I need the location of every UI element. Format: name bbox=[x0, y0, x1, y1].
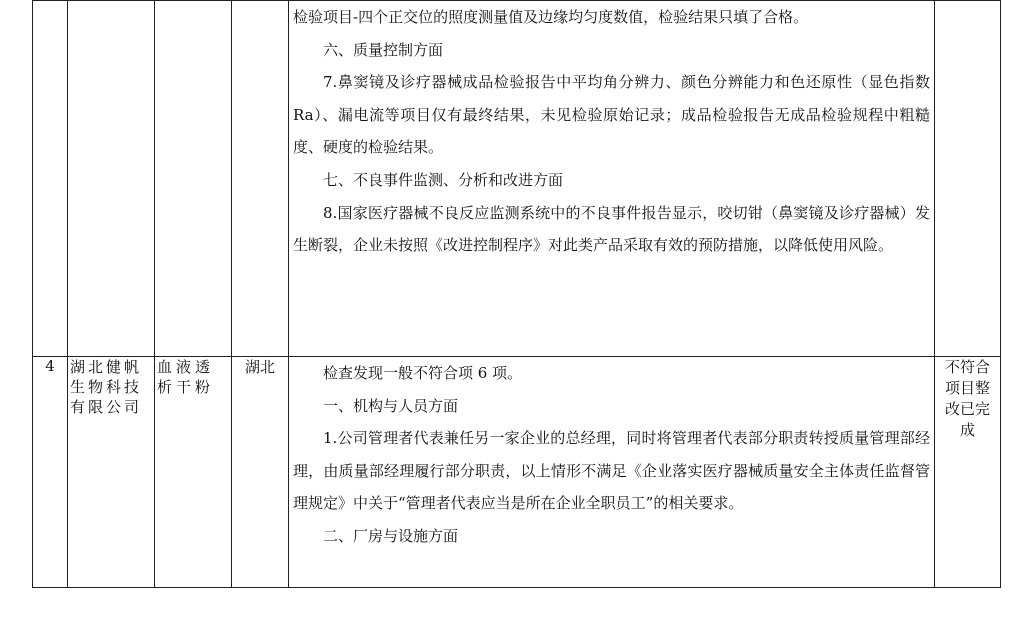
status-text: 不符合项目整改已完成 bbox=[944, 358, 990, 439]
status-cell bbox=[935, 357, 1001, 588]
row-number bbox=[33, 357, 68, 588]
description-paragraph: 六、质量控制方面 bbox=[323, 40, 444, 59]
company-cell bbox=[68, 1, 155, 357]
description-paragraph: 1.公司管理者代表兼任另一家企业的总经理，同时将管理者代表部分职责转授质量管理部经理，由质量部经理履行部分职责，以上情形不满足《企业落实医疗器械质量安全主体责任监督管理规定》中关于“管理者代表应当是所在企业全职员工”的相关要求。 bbox=[293, 429, 930, 513]
description-paragraph: 二、厂房与设施方面 bbox=[323, 526, 459, 545]
product-cell bbox=[155, 1, 232, 357]
description-paragraph: 检验项目-四个正交位的照度测量值及边缘均匀度数值，检验结果只填了合格。 bbox=[293, 8, 809, 26]
product-cell bbox=[155, 357, 232, 588]
description-text bbox=[289, 357, 934, 553]
description-text bbox=[289, 1, 934, 262]
province-cell bbox=[232, 1, 289, 357]
company-name: 湖北健帆生物科技有限公司 bbox=[70, 358, 143, 416]
description-paragraph: 一、机构与人员方面 bbox=[323, 396, 459, 415]
description-paragraph: 8.国家医疗器械不良反应监测系统中的不良事件报告显示，咬切钳（鼻窦镜及诊疗器械）发生断裂，企业未按照《改进控制程序》对此类产品采取有效的预防措施，以降低使用风险。 bbox=[293, 203, 930, 255]
row-number bbox=[33, 1, 68, 357]
description-cell bbox=[289, 357, 935, 588]
row-number-text: 4 bbox=[45, 357, 55, 375]
province-name: 湖北 bbox=[244, 358, 275, 376]
company-cell bbox=[68, 357, 155, 588]
inspection-table bbox=[32, 0, 1001, 588]
description-paragraph: 七、不良事件监测、分析和改进方面 bbox=[323, 170, 564, 189]
status-cell bbox=[935, 1, 1001, 357]
description-paragraph: 检查发现一般不符合项 6 项。 bbox=[323, 364, 523, 382]
description-paragraph: 7.鼻窦镜及诊疗器械成品检验报告中平均角分辨力、颜色分辨能力和色还原性（显色指数 Ra）、漏电流等项目仅有最终结果，未见检验原始记录；成品检验报告无成品检验规程中粗糙度、硬度的检验结果。 bbox=[293, 73, 930, 157]
description-cell bbox=[289, 1, 935, 357]
table-row bbox=[33, 357, 1001, 588]
table-row bbox=[33, 1, 1001, 357]
product-name: 血液透析干粉 bbox=[157, 358, 215, 396]
province-cell bbox=[232, 357, 289, 588]
